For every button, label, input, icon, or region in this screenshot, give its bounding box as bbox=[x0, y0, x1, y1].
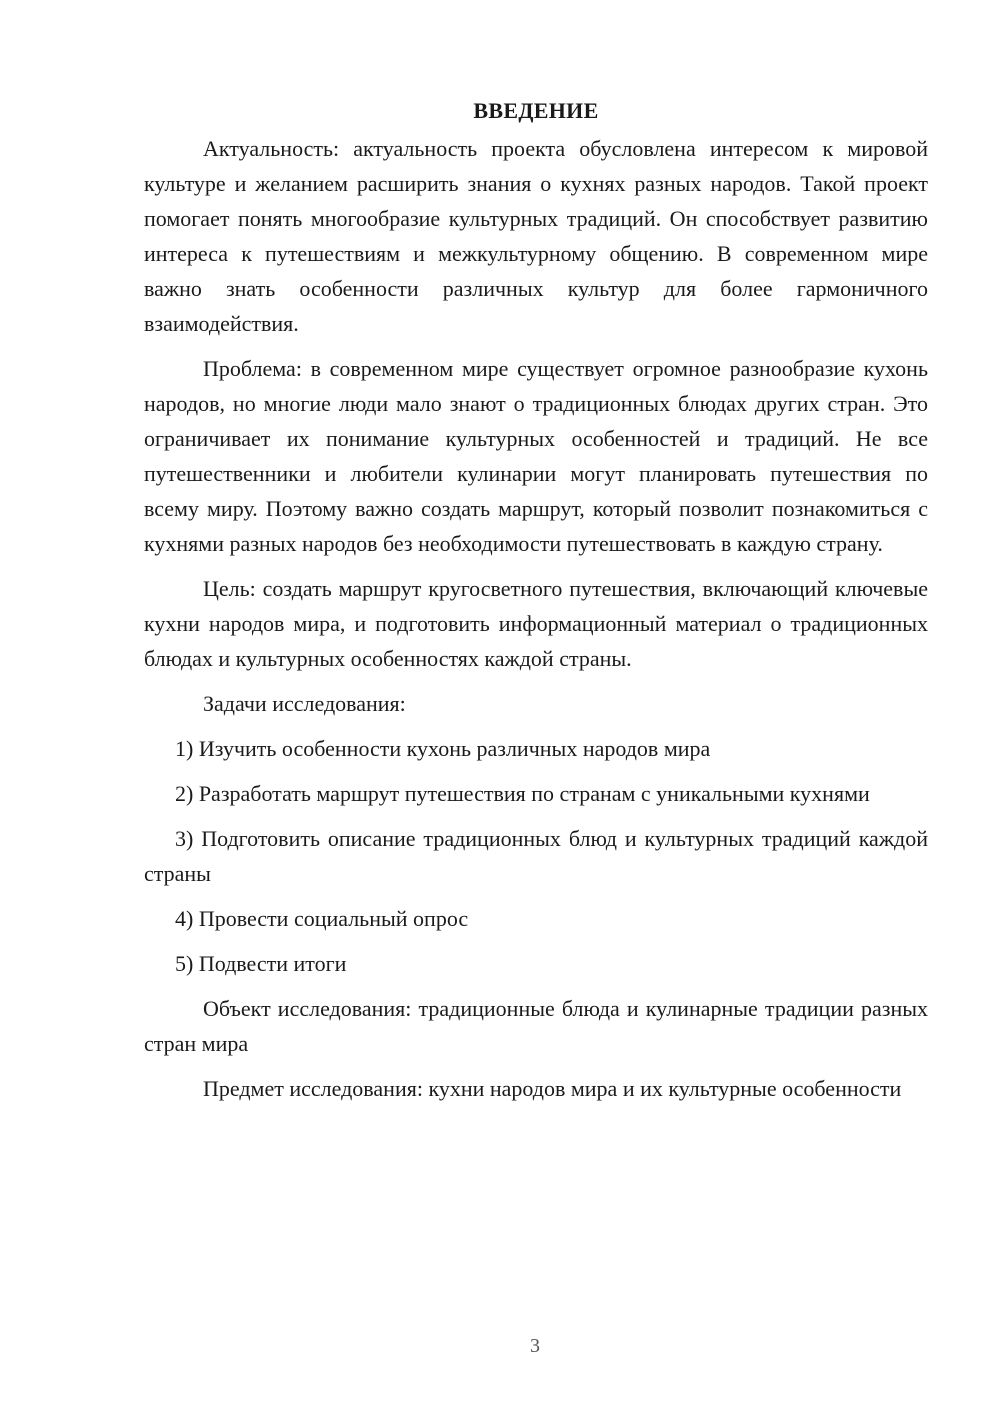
task-item: 2) Разработать маршрут путешествия по странам с уникальными кухнями bbox=[175, 781, 870, 806]
task-item: 5) Подвести итоги bbox=[175, 951, 347, 976]
relevance-paragraph: Актуальность: актуальность проекта обусловлена интересом к мировой культуре и желанием расширить знания о кухнях разных народов. Такой проект помогает понять многообразие культурных традиций. Он способствует развитию интереса к путешествиям и межкультурному общению. В современном мире важно знать особенности различных культур для более гармоничного взаимодействия. bbox=[144, 136, 928, 336]
tasks-heading: Задачи исследования: bbox=[203, 691, 406, 716]
page-content bbox=[144, 95, 928, 1116]
goal-paragraph: Цель: создать маршрут кругосветного путешествия, включающий ключевые кухни народов мира, и подготовить информационный материал о традиционных блюдах и культурных особенностях каждой страны. bbox=[144, 576, 928, 671]
subject-paragraph: Предмет исследования: кухни народов мира и их культурные особенности bbox=[203, 1076, 902, 1101]
task-item: 4) Провести социальный опрос bbox=[175, 906, 469, 931]
object-paragraph: Объект исследования: традиционные блюда и кулинарные традиции разных стран мира bbox=[144, 996, 928, 1056]
task-item: 1) Изучить особенности кухонь различных народов мира bbox=[175, 736, 711, 761]
section-title: ВВЕДЕНИЕ bbox=[473, 98, 599, 123]
task-item: 3) Подготовить описание традиционных блюд и культурных традиций каждой страны bbox=[144, 826, 928, 886]
problem-paragraph: Проблема: в современном мире существует огромное разнообразие кухонь народов, но многие люди мало знают о традиционных блюдах других стран. Это ограничивает их понимание культурных особенностей и традиций. Не все путешественники и любители кулинарии могут планировать путешествия по всему миру. Поэтому важно создать маршрут, который позволит познакомиться с кухнями разных народов без необходимости путешествовать в каждую страну. bbox=[144, 356, 928, 556]
page-number: 3 bbox=[530, 1335, 540, 1357]
